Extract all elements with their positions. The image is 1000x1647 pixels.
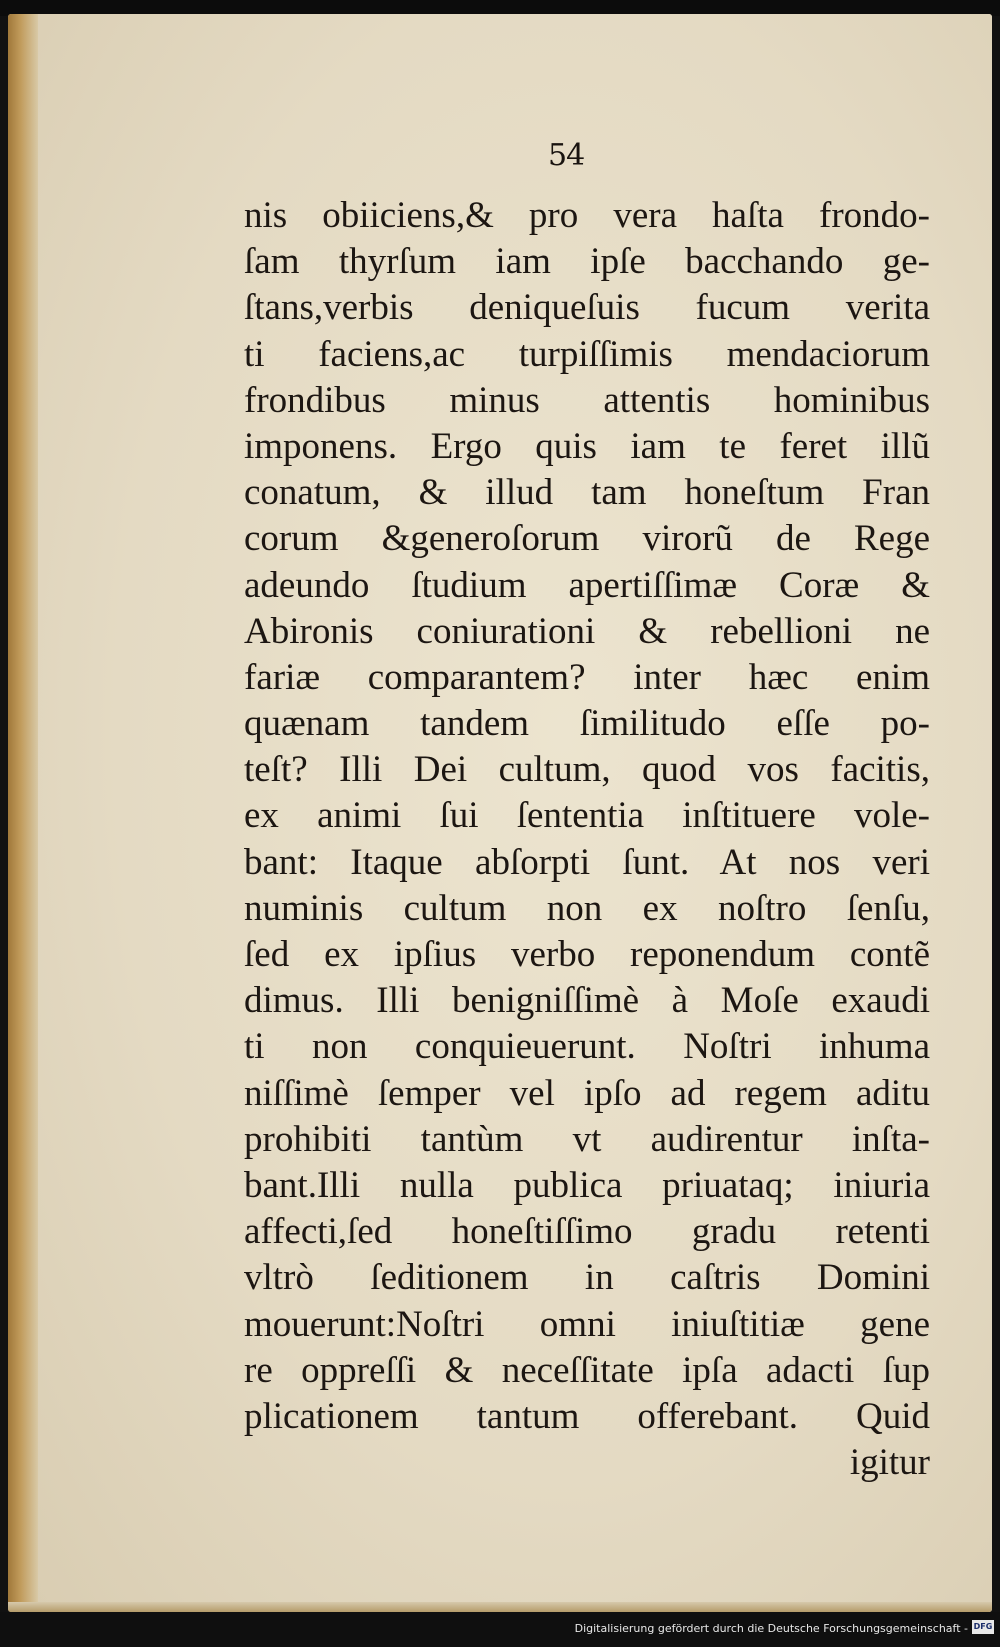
text-line: ex animi ſui ſententia inſtituere vole- xyxy=(244,795,930,837)
text-line: plicationem tantum offerebant. Quid xyxy=(244,1395,930,1437)
text-line: corum &generoſorum virorũ de Rege xyxy=(244,518,930,560)
text-line: nis obiiciens,& pro vera haſta frondo- xyxy=(244,195,930,236)
text-line: dimus. Illi benigniſſimè à Moſe exaudi xyxy=(244,980,930,1022)
text-line: adeundo ſtudium apertiſſimæ Coræ & xyxy=(244,564,930,606)
text-line: fariæ comparantem? inter hæc enim xyxy=(244,656,930,698)
text-line: bant: Itaque abſorpti ſunt. At nos veri xyxy=(244,841,930,883)
text-line: conatum, & illud tam honeſtum Fran xyxy=(244,472,930,514)
text-line: numinis cultum non ex noſtro ſenſu, xyxy=(244,887,930,929)
text-line: ſam thyrſum iam ipſe bacchando ge- xyxy=(244,241,930,283)
text-line: re oppreſſi & neceſſitate ipſa adacti ſup xyxy=(244,1349,930,1391)
book-spine xyxy=(8,14,38,1612)
dfg-logo: DFG xyxy=(972,1620,994,1634)
body-text xyxy=(244,193,930,1486)
text-line: Abironis coniurationi & rebellioni ne xyxy=(244,610,930,652)
digitization-credit: Digitalisierung gefördert durch die Deutsche Forschungsgemeinschaft - xyxy=(574,1622,968,1635)
text-line: bant.Illi nulla publica priuataq; iniuria xyxy=(244,1164,930,1206)
text-line: ti faciens,ac turpiſſimis mendaciorum xyxy=(244,333,930,375)
text-line: frondibus minus attentis hominibus xyxy=(244,379,930,421)
footer-bar xyxy=(0,1612,1000,1647)
page-number: 54 xyxy=(548,138,585,173)
catchword: igitur xyxy=(849,1442,930,1484)
page-bottom-edge xyxy=(8,1602,992,1612)
text-line: ſed ex ipſius verbo reponendum contẽ xyxy=(244,934,930,975)
text-line: vltrò ſeditionem in caſtris Domini xyxy=(244,1257,930,1299)
text-line: prohibiti tantùm vt audirentur inſta- xyxy=(244,1118,930,1160)
text-line: ſtans,verbis deniqueſuis fucum verita xyxy=(244,287,930,329)
text-line: affecti,ſed honeſtiſſimo gradu retenti xyxy=(244,1211,930,1253)
text-line: imponens. Ergo quis iam te feret illũ xyxy=(244,425,930,467)
text-line: niſſimè ſemper vel ipſo ad regem aditu xyxy=(244,1072,930,1114)
text-line: teſt? Illi Dei cultum, quod vos facitis, xyxy=(244,749,930,791)
text-line: mouerunt:Noſtri omni iniuſtitiæ gene xyxy=(244,1303,930,1345)
text-line: quænam tandem ſimilitudo eſſe po- xyxy=(244,703,930,745)
text-line: ti non conquieuerunt. Noſtri inhuma xyxy=(244,1026,930,1068)
